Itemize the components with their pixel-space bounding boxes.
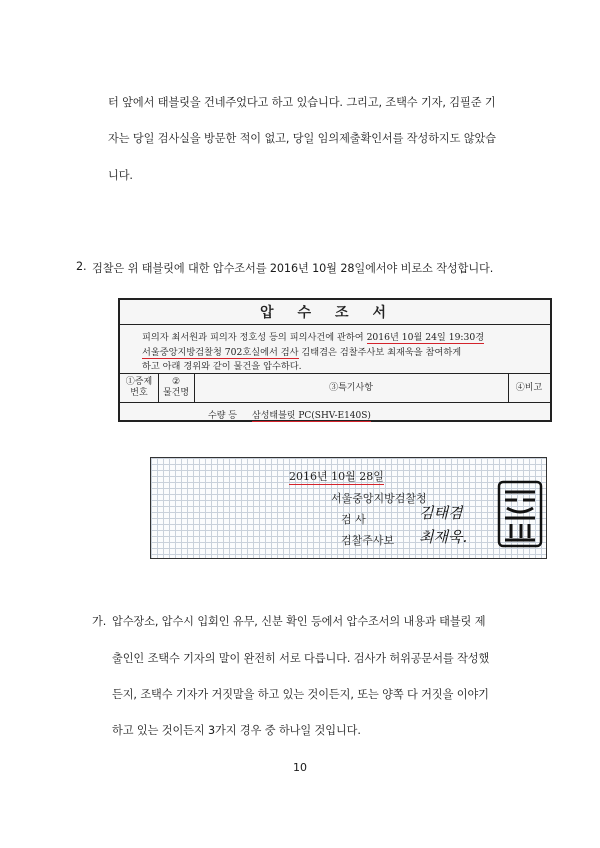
col-evidence-number	[120, 374, 159, 402]
row-item-underlined: 삼성태블릿 PC(SHV-E140S)	[252, 408, 371, 422]
seizure-body-line2-text: 김태겸은 검찰주사보 최재욱을 참여하게	[298, 347, 462, 358]
clerk-signature: 최재욱.	[419, 528, 468, 546]
clerk-label: 검찰주사보	[341, 534, 395, 547]
seizure-record-title: 압수조서	[120, 300, 550, 325]
item-ga-line1: 압수장소, 압수시 입회인 유무, 신분 확인 등에서 압수조서의 내용과 태블릿 제	[112, 615, 486, 628]
signature-block-scan	[150, 457, 547, 559]
item-ga-line4: 하고 있는 것이든지 3가지 경우 중 하나일 것입니다.	[112, 724, 361, 737]
para1-line2: 자는 당일 검사실을 방문한 적이 없고, 당일 임의제출확인서를 작성하지도 않았습	[108, 132, 496, 145]
seizure-table-row	[120, 403, 550, 423]
prosecutor-label: 검 사	[341, 513, 366, 526]
col-item-name	[158, 374, 195, 402]
item2-text: 검찰은 위 태블릿에 대한 압수조서를 2016년 10월 28일에서야 비로소 작성합니다.	[92, 262, 494, 275]
signature-date: 2016년 10월 28일	[289, 470, 384, 483]
signature-office: 서울중앙지방검찰청	[331, 492, 427, 505]
seizure-body-line3: 하고 아래 경위와 같이 물건을 압수하다.	[142, 361, 302, 372]
para1-line1: 터 앞에서 태블릿을 건네주었다고 하고 있습니다. 그리고, 조택수 기자, 김필준 기	[108, 96, 496, 109]
row-quantity-label: 수량 등	[208, 411, 237, 421]
seizure-body-line1	[142, 329, 484, 343]
col-remarks: ③특기사항	[194, 374, 509, 402]
para1-line3: 니다.	[108, 169, 133, 182]
col2-line2: 물건명	[162, 388, 190, 398]
seizure-body-line1-text: 피의자 최서원과 피의자 정호성 등의 피의사건에 관하여	[142, 332, 367, 343]
item-ga-line3: 든지, 조택수 기자가 거짓말을 하고 있는 것이든지, 또는 양쪽 다 거짓을 이야기	[112, 688, 489, 701]
seizure-place-underlined: 서울중앙지방검찰청 702호실에서 검사	[142, 347, 299, 358]
item-ga-line2: 출인인 조택수 기자의 말이 완전히 서로 다릅니다. 검사가 허위공문서를 작성했	[112, 652, 490, 665]
official-seal-icon	[495, 478, 545, 550]
prosecutor-signature: 김태겸	[419, 504, 463, 522]
item-ga-marker: 가.	[92, 615, 107, 628]
seizure-date-underlined: 2016년 10월 24일 19:30경	[366, 332, 485, 343]
page-number: 10	[293, 761, 307, 774]
col1-line1: ①증제	[125, 377, 153, 387]
col-note: ④비고	[515, 382, 543, 393]
seizure-table-header	[120, 374, 550, 403]
seizure-body-line2	[142, 344, 461, 358]
seizure-record-body	[120, 325, 550, 374]
col1-line2: 번호	[130, 388, 148, 398]
col2-line1: ②	[171, 377, 181, 387]
item2-number: 2.	[76, 260, 87, 273]
seizure-record-scan	[118, 298, 552, 422]
